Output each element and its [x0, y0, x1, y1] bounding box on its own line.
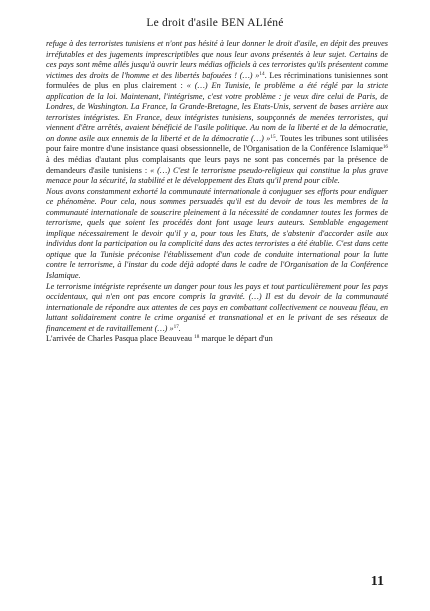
quoted-text: Le terrorisme intégriste représente un danger pour tous les pays et tout particulièrement pour les pays occidentaux, qui n'en ont pas encore compris la gravité. (…) Il est du devoir de la communauté internationale de répondre aux attentes de ces pays en combattant collectivement ce nouveau fléau, en luttant solidairement contre le crime organisé et transnational et en le privant de ses réseaux de financement et de ravitaillement (…) »: [46, 281, 388, 333]
quoted-text: « (…) C'est le terrorisme pseudo-religieux qui constitue la plus grave menace pour la sécurité, la stabilité et le développement des Etats qu'il prend pour cible.: [46, 165, 388, 186]
quoted-text: « (…) En Tunisie, le problème a été réglé par la stricte application de la loi. Maintenant, l'intégrisme, c'est votre problème : je veux dire celui de Paris, de Londres, de Washington. La France, la Grande-Bretagne, les Etats-Unis, servent de bases arrière aux terroristes intégristes. En France, deux intégristes tunisiens, soupçonnés de menées terroristes, qui viennent d'être arrêtés, avaient bénéficié de l'asile politique. Au nom de la liberté et de la démocratie, on donne asile aux ennemis de la liberté et de la démocratie (…) »: [46, 81, 389, 143]
paragraph: [46, 334, 388, 345]
paragraph: [46, 187, 388, 282]
body-text: [46, 39, 388, 345]
page-header: Le droit d'asile BEN ALIéné: [146, 17, 284, 29]
body-segment: marque le départ d'un: [199, 334, 273, 344]
quoted-text: .: [178, 323, 181, 333]
footnote-marker: 16: [382, 144, 388, 151]
footnote-marker: 17: [173, 323, 179, 330]
quoted-text: refuge à des terroristes tunisiens et n'ont pas hésité à leur donner le droit d'asile, en dépit des preuves irréfutables et des jugements imprescriptibles que nous leur avons présentés à leur sujet. Certains de ces pays sont même allés jusqu'à ouvrir leurs médias officiels à ces terroristes qu'ils présentent comme victimes des droits de l'homme et des libertés bafouées ! (…) »: [46, 39, 388, 80]
footnote-marker: 14: [259, 70, 265, 77]
body-segment: . Les récriminations tunisiennes sont formulées de plus en plus clairement :: [46, 70, 389, 91]
paragraph: [46, 282, 388, 335]
body-segment: L'arrivée de Charles Pasqua place Beauveau: [46, 334, 195, 344]
body-segment: à des médias d'autant plus complaisants que leurs pays ne sont pas concernés par la présence de demandeurs d'asile tunisiens :: [46, 155, 388, 175]
footnote-marker: 15: [270, 133, 276, 140]
footnote-marker: 18: [194, 334, 200, 341]
quoted-text: Nous avons constamment exhorté la communauté internationale à conjuguer ses efforts pour endiguer ce phénomène. Pour cela, nous sommes persuadés qu'il est du devoir de tous les membres de la communauté internationale de souscrire pleinement à la nécessité de condamner toutes les formes de terrorisme, quels que soient les procédés dont font usage leurs auteurs. Semblable engagement implique nécessairement le devoir qu'il y a, pour tous les Etats, de s'abstenir d'accorder asile aux individus dont la participation ou la complicité dans des actes terroristes a été établie. C'est dans cette optique que la Tunisie préconise l'établissement d'un code de conduite international pour la lutte contre le terrorisme, à l'instar du code déjà adopté dans le cadre de l'Organisation de la Conférence Islamique.: [46, 186, 388, 281]
page-number: 11: [370, 574, 384, 589]
paragraph: [46, 39, 388, 187]
body-segment: . Toutes les tribunes sont utilisées pour faire montre d'une insistance quasi obsessionnelle, de l'Organisation de la Conférence Islamique: [46, 133, 389, 154]
